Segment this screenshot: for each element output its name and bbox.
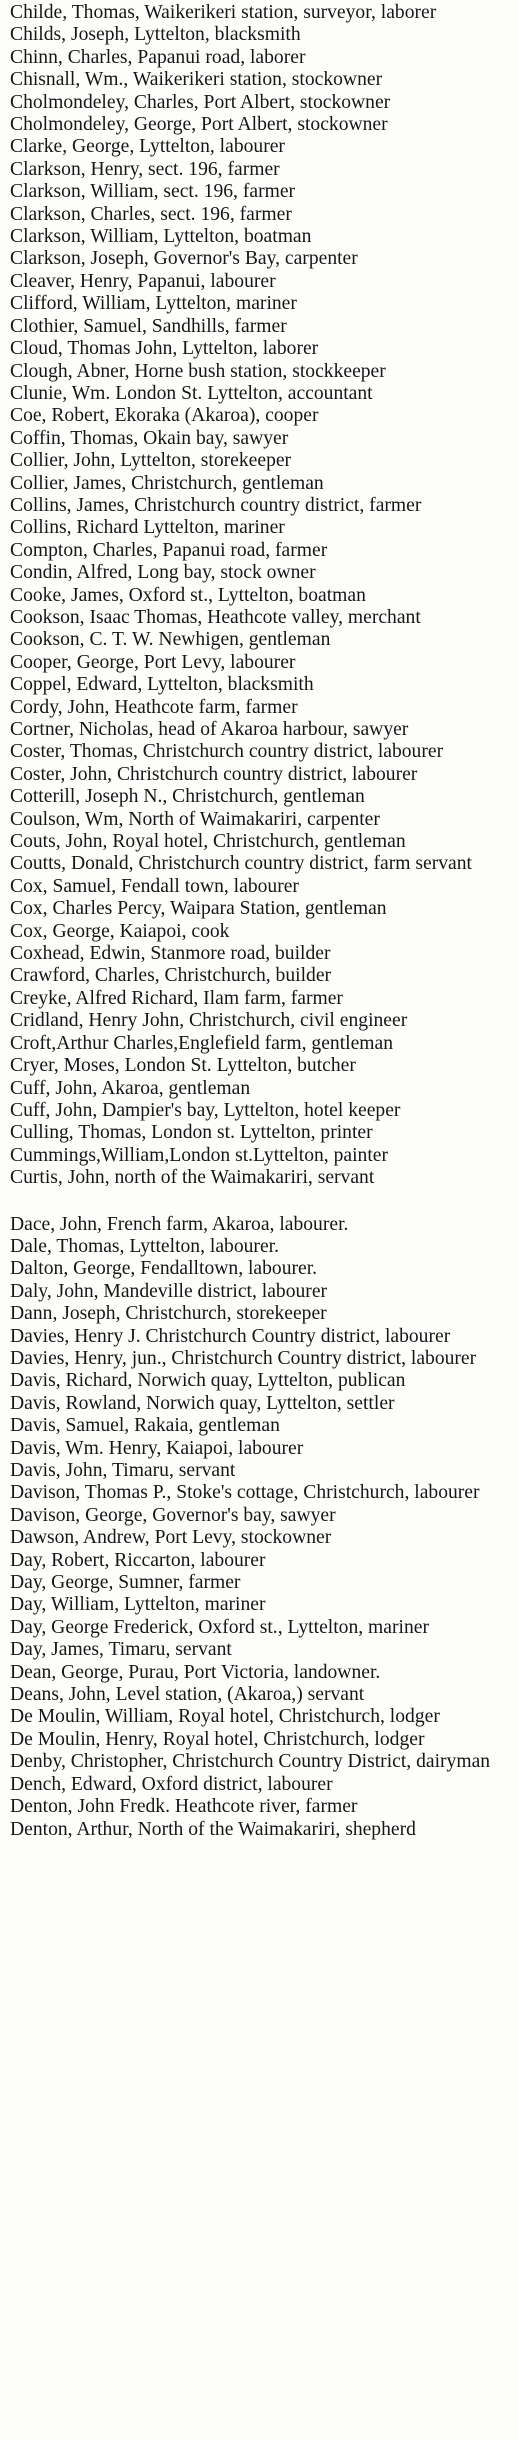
directory-entry: Dace, John, French farm, Akaroa, labourer. — [10, 1213, 349, 1235]
directory-entry: Denby, Christopher, Christchurch Country District, dairyman — [10, 1751, 491, 1773]
directory-entry: Davies, Henry J. Christchurch Country district, labourer — [10, 1325, 451, 1347]
directory-entry: Cloud, Thomas John, Lyttelton, laborer — [10, 338, 319, 360]
directory-entry: Davison, George, Governor's bay, sawyer — [10, 1504, 336, 1526]
directory-entry: Cox, George, Kaiapoi, cook — [10, 920, 230, 942]
directory-entry: Dann, Joseph, Christchurch, storekeeper — [10, 1303, 327, 1325]
directory-entry: Cotterill, Joseph N., Christchurch, gentleman — [10, 786, 365, 808]
directory-entry: Clarkson, Joseph, Governor's Bay, carpenter — [10, 248, 358, 270]
directory-entry: Dalton, George, Fendalltown, labourer. — [10, 1258, 318, 1280]
directory-entry: Cordy, John, Heathcote farm, farmer — [10, 696, 298, 718]
directory-entry: Coutts, Donald, Christchurch country district, farm servant — [10, 853, 472, 875]
directory-entry: Davies, Henry, jun., Christchurch Country district, labourer — [10, 1347, 477, 1369]
directory-entry: Coxhead, Edwin, Stanmore road, builder — [10, 943, 331, 965]
directory-entry: Childs, Joseph, Lyttelton, blacksmith — [10, 24, 301, 46]
directory-entry: Collins, James, Christchurch country district, farmer — [10, 494, 422, 516]
directory-entry: Collins, Richard Lyttelton, mariner — [10, 517, 285, 539]
directory-entry: Collier, John, Lyttelton, storekeeper — [10, 450, 292, 472]
directory-entry: Clarkson, Charles, sect. 196, farmer — [10, 203, 292, 225]
directory-entry: Clunie, Wm. London St. Lyttelton, accountant — [10, 382, 373, 404]
directory-entry: Davis, Samuel, Rakaia, gentleman — [10, 1415, 280, 1437]
directory-entry: Day, James, Timaru, servant — [10, 1639, 232, 1661]
directory-entry: Culling, Thomas, London st. Lyttelton, printer — [10, 1122, 373, 1144]
directory-entry: Davis, John, Timaru, servant — [10, 1460, 236, 1481]
directory-entry: Day, George Frederick, Oxford st., Lyttelton, mariner — [10, 1616, 429, 1638]
directory-entry: Croft,Arthur Charles,Englefield farm, gentleman — [10, 1032, 394, 1054]
entries-c — [10, 2, 510, 1190]
directory-entry: Denton, Arthur, North of the Waimakariri, shepherd — [10, 1818, 416, 1840]
directory-entry: Day, William, Lyttelton, mariner — [10, 1594, 266, 1616]
directory-entry: Childe, Thomas, Waikerikeri station, surveyor, laborer — [10, 2, 437, 23]
directory-entry: Collier, James, Christchurch, gentleman — [10, 472, 324, 494]
directory-entry: Cholmondeley, Charles, Port Albert, stockowner — [10, 91, 391, 113]
directory-entry: Creyke, Alfred Richard, Ilam farm, farmer — [10, 987, 343, 1009]
directory-entry: Cridland, Henry John, Christchurch, civil engineer — [10, 1010, 408, 1032]
directory-entry: Cookson, C. T. W. Newhigen, gentleman — [10, 629, 331, 651]
directory-entry: Clarkson, William, Lyttelton, boatman — [10, 226, 312, 248]
directory-entry: Curtis, John, north of the Waimakariri, servant — [10, 1167, 375, 1189]
directory-entry: Compton, Charles, Papanui road, farmer — [10, 539, 328, 561]
directory-entry: Davis, Rowland, Norwich quay, Lyttelton, settler — [10, 1392, 395, 1414]
directory-entry: Coulson, Wm, North of Waimakariri, carpenter — [10, 808, 380, 830]
directory-entry: Davis, Wm. Henry, Kaiapoi, labourer — [10, 1437, 304, 1459]
directory-entry: Denton, John Fredk. Heathcote river, farmer — [10, 1796, 358, 1818]
directory-entry: Cuff, John, Dampier's bay, Lyttelton, hotel keeper — [10, 1099, 401, 1121]
directory-entry: Dawson, Andrew, Port Levy, stockowner — [10, 1527, 332, 1549]
directory-entry: Chinn, Charles, Papanui road, laborer — [10, 46, 306, 68]
directory-entry: Cleaver, Henry, Papanui, labourer — [10, 270, 276, 292]
directory-entry: Cholmondeley, George, Port Albert, stockowner — [10, 114, 388, 136]
directory-entry: Clifford, William, Lyttelton, mariner — [10, 293, 297, 315]
directory-entry: Day, George, Sumner, farmer — [10, 1572, 241, 1594]
directory-entry: Dench, Edward, Oxford district, labourer — [10, 1773, 333, 1795]
directory-entry: Davis, Richard, Norwich quay, Lyttelton, publican — [10, 1370, 406, 1392]
directory-entry: Couts, John, Royal hotel, Christchurch, gentleman — [10, 831, 406, 853]
directory-entry: Clarkson, Henry, sect. 196, farmer — [10, 158, 280, 180]
directory-entry: Cookson, Isaac Thomas, Heathcote valley, merchant — [10, 606, 421, 628]
directory-entry: Coffin, Thomas, Okain bay, sawyer — [10, 427, 289, 449]
entries-d — [10, 1214, 510, 1841]
directory-entry: De Moulin, Henry, Royal hotel, Christchurch, lodger — [10, 1728, 425, 1750]
directory-entry: De Moulin, William, Royal hotel, Christchurch, lodger — [10, 1706, 440, 1728]
section-gap — [10, 1190, 510, 1214]
directory-entry: Cooper, George, Port Levy, labourer — [10, 651, 296, 673]
directory-entry: Davison, Thomas P., Stoke's cottage, Christchurch, labourer — [10, 1482, 480, 1504]
directory-entry: Crawford, Charles, Christchurch, builder — [10, 965, 332, 987]
directory-entry: Dean, George, Purau, Port Victoria, landowner. — [10, 1661, 381, 1683]
directory-entry: Cortner, Nicholas, head of Akaroa harbour, sawyer — [10, 719, 409, 740]
directory-entry: Cryer, Moses, London St. Lyttelton, butcher — [10, 1055, 356, 1077]
directory-entry: Cox, Samuel, Fendall town, labourer — [10, 875, 299, 897]
directory-entry: Chisnall, Wm., Waikerikeri station, stockowner — [10, 69, 383, 91]
directory-entry: Dale, Thomas, Lyttelton, labourer. — [10, 1235, 279, 1257]
directory-entry: Clarke, George, Lyttelton, labourer — [10, 136, 285, 158]
directory-entry: Cummings,William,London st.Lyttelton, painter — [10, 1144, 388, 1166]
directory-entry: Condin, Alfred, Long bay, stock owner — [10, 562, 316, 584]
directory-entry: Clarkson, William, sect. 196, farmer — [10, 181, 296, 203]
directory-entry: Coe, Robert, Ekoraka (Akaroa), cooper — [10, 405, 319, 427]
directory-entry: Cox, Charles Percy, Waipara Station, gentleman — [10, 898, 387, 920]
directory-entry: Coster, John, Christchurch country district, labourer — [10, 763, 418, 785]
directory-entry: Daly, John, Mandeville district, labourer — [10, 1280, 328, 1302]
directory-entry: Clothier, Samuel, Sandhills, farmer — [10, 315, 287, 337]
directory-entry: Cooke, James, Oxford st., Lyttelton, boatman — [10, 584, 366, 606]
directory-entry: Coppel, Edward, Lyttelton, blacksmith — [10, 674, 314, 696]
directory-entry: Cuff, John, Akaroa, gentleman — [10, 1077, 251, 1099]
directory-entry: Day, Robert, Riccarton, labourer — [10, 1549, 266, 1571]
directory-entry: Deans, John, Level station, (Akaroa,) servant — [10, 1684, 365, 1706]
directory-entry: Coster, Thomas, Christchurch country district, labourer — [10, 741, 444, 763]
directory-entry: Clough, Abner, Horne bush station, stockkeeper — [10, 360, 386, 382]
